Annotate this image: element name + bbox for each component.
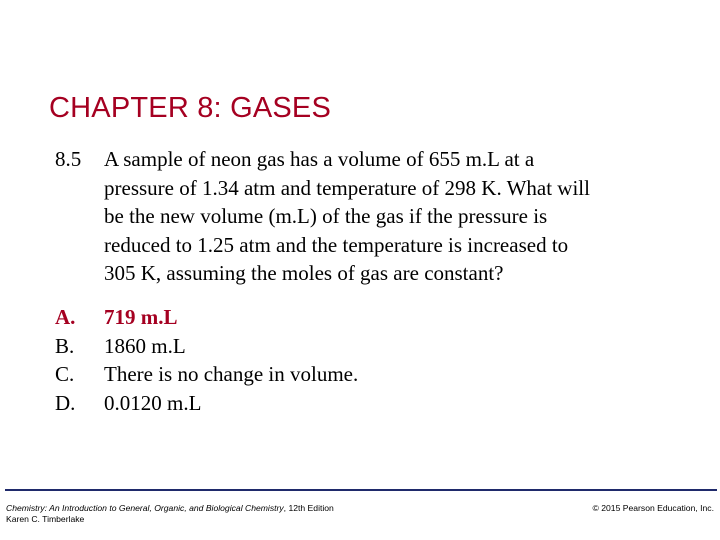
choice-c	[55, 360, 358, 389]
choice-text: 1860 m.L	[104, 333, 186, 358]
footer-copyright: © 2015 Pearson Education, Inc.	[592, 503, 714, 513]
footer-author: Karen C. Timberlake	[6, 514, 85, 524]
footer-edition: , 12th Edition	[283, 503, 334, 513]
question-line: be the new volume (m.L) of the gas if the pressure is	[104, 204, 548, 228]
choice-b	[55, 332, 358, 361]
question-block	[55, 145, 590, 288]
choice-text: There is no change in volume.	[104, 362, 359, 386]
footer-book-title: Chemistry: An Introduction to General, Organic, and Biological Chemistry	[6, 503, 284, 513]
choice-letter: D.	[55, 390, 76, 415]
choice-text: 0.0120 m.L	[104, 390, 202, 415]
answer-choices	[55, 303, 358, 417]
question-line: pressure of 1.34 atm and temperature of 298 K. What will	[104, 175, 590, 200]
footer-book-line	[6, 503, 334, 514]
choice-letter: C.	[55, 362, 75, 386]
choice-text: 719 m.L	[104, 305, 178, 329]
question-line: 305 K, assuming the moles of gas are constant?	[104, 261, 504, 285]
question-line: A sample of neon gas has a volume of 655 m.L at a	[104, 147, 535, 171]
footer-citation	[6, 503, 334, 525]
choice-d	[55, 389, 358, 418]
choice-letter: A.	[55, 305, 76, 329]
question-number: 8.5	[55, 147, 82, 171]
slide-title: CHAPTER 8: GASES	[49, 92, 331, 124]
choice-letter: B.	[55, 333, 75, 358]
question-first-line	[55, 145, 590, 174]
question-line: reduced to 1.25 atm and the temperature is increased to	[104, 232, 569, 257]
choice-a	[55, 303, 358, 332]
footer-divider	[5, 489, 717, 491]
